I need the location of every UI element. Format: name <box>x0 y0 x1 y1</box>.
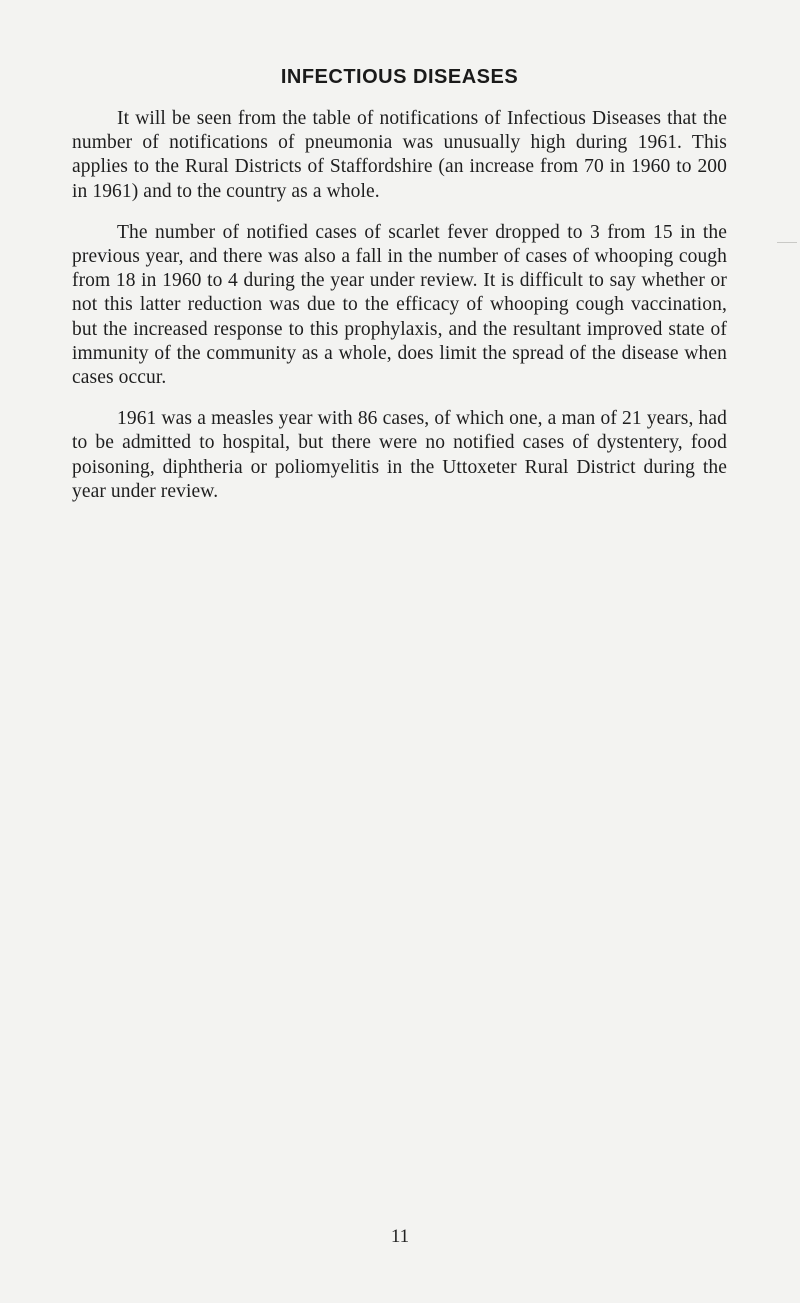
page-title: INFECTIOUS DISEASES <box>280 66 519 88</box>
paragraph-measles: 1961 was a measles year with 86 cases, of which one, a man of 21 years, had to be admitted to hospital, but there were no notified cases of dystentery, food poisoning, diphtheria or poliomyelitis in the Uttoxeter Rural District during the year under review. <box>72 408 727 502</box>
paragraph-scarlet-fever: The number of notified cases of scarlet fever dropped to 3 from 15 in the previous year, and there was also a fall in the number of cases of whooping cough from 18 in 1960 to 4 during the year under review. It is difficult to say whether or not this latter reduction was due to the efficacy of whooping cough vaccination, but the increased response to this prophylaxis, and the resultant improved state of immunity of the community as a whole, does limit the spread of the disease when cases occur. <box>72 221 727 389</box>
paragraph-pneumonia: It will be seen from the table of notifications of Infectious Diseases that the number of notifications of pneumonia was unusually high during 1961. This applies to the Rural Districts of Staffordshire (an increase from 70 in 1960 to 200 in 1961) and to the country as a whole. <box>72 108 727 202</box>
document-page <box>72 66 727 521</box>
page-number: 11 <box>390 1226 410 1247</box>
margin-mark <box>777 242 797 243</box>
